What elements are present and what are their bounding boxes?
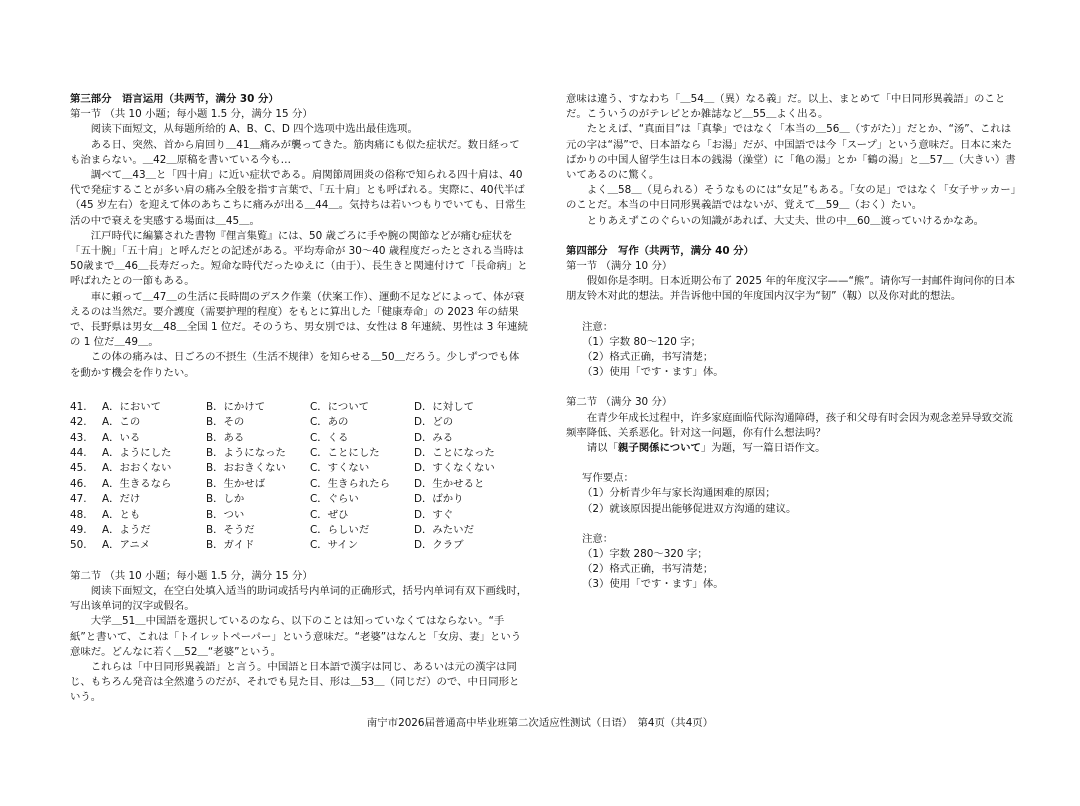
writing1-title: 第一节 （满分 10 分）	[566, 260, 673, 273]
section1-title: 第一节 （共 10 小题；每小题 1.5 分，满分 15 分）	[70, 108, 313, 121]
writing2-body: 在青少年成长过程中，许多家庭面临代际沟通障碍，孩子和父母有时会因为观念差异导致交流频率降低、关系恶化。针对这一问题，你有什么想法吗？	[566, 411, 1013, 439]
option-choice: D．すくなくない	[414, 462, 495, 475]
option-row	[70, 523, 528, 538]
writing1-body: 假如你是李明。日本近期公布了 2025 年的年度汉字——“熊”。请你写一封邮件询问你的日本朋友铃木对此的想法。并告诉他中国的年度国内汉字为“韧”（靱）以及你对此的想法。	[566, 275, 1016, 303]
option-choice: C．ことにした	[310, 447, 380, 460]
option-choice: D．すぐ	[414, 508, 454, 521]
option-choice: C．ぐらい	[310, 493, 359, 506]
option-choice: C．サイン	[310, 539, 359, 552]
question-number: 47.	[70, 493, 87, 506]
option-choice: B．にかけて	[206, 400, 266, 413]
writing1-notes	[566, 320, 1018, 381]
left-column	[70, 92, 528, 706]
option-row	[70, 431, 528, 446]
part3-title: 第三部分 语言运用（共两节，满分 30 分）	[70, 93, 279, 105]
option-choice: A．ようにした	[102, 447, 172, 460]
notice-label: 注意：	[582, 320, 614, 333]
point-item: （1）分析青少年与家长沟通困难的原因；	[582, 487, 776, 500]
section2-instruction: 阅读下面短文，在空白处填入适当的助词或括号内单词的正确形式，括号内单词有双下画线时，写出该单词的汉字或假名。	[70, 584, 528, 613]
option-choice: B．ある	[206, 431, 245, 444]
option-choice: C．について	[310, 400, 369, 413]
point-item: （2）就该原因提出能够促进双方沟通的建议。	[582, 502, 797, 515]
option-row	[70, 461, 528, 476]
option-choice: A．だけ	[102, 493, 141, 506]
option-choice: C．くる	[310, 431, 349, 444]
note-item: （1）字数 80～120 字；	[582, 335, 702, 348]
option-row	[70, 415, 528, 430]
question-number: 48.	[70, 508, 87, 521]
option-choice: A．において	[102, 400, 162, 413]
option-row	[70, 538, 528, 553]
right-column	[566, 92, 1018, 593]
note-item: （3）使用「です・ます」体。	[582, 366, 724, 379]
option-choice: D．ことになった	[414, 447, 495, 460]
question-number: 42.	[70, 416, 87, 429]
note-item: （2）格式正确，书写清楚；	[582, 351, 714, 364]
option-choice: B．おおきくない	[206, 462, 286, 475]
question-number: 41.	[70, 400, 87, 413]
option-row	[70, 400, 528, 415]
passage-paragraph: この体の痛みは、日ごろの不摂生（生活不规律）を知らせる＿50＿だろう。少しずつでも体を動かす機会を作りたい。	[70, 351, 520, 379]
option-choice: B．しか	[206, 493, 245, 506]
points-label: 写作要点：	[582, 472, 634, 485]
option-choice: A．生きるなら	[102, 477, 172, 490]
option-choice: B．そうだ	[206, 523, 255, 536]
option-choice: D．どの	[414, 416, 454, 429]
passage-paragraph: ある日、突然、首から肩回り＿41＿痛みが襲ってきた。筋肉痛にも似た症状だ。数日経っても治まらない。＿42＿原稿を書いている今も…	[70, 138, 520, 166]
option-choice: D．クラブ	[414, 539, 464, 552]
passage-paragraph: 調べて＿43＿と「四十肩」に近い症状である。肩関節周囲炎の俗称で知られる四十肩は、40代で発症することが多い肩の痛み全般を指す言葉で、「五十肩」とも呼ばれる。実際に、40代半ば（45 岁左右）を迎えて体のあちこちに痛みが出る＿44＿。気持ちは若いつもりでいても、日常生活の中で衰えを実感する場面は＿45＿。	[70, 169, 526, 227]
option-choice: B．その	[206, 416, 245, 429]
writing2-prompt: 请以「親子関係について」为题，写一篇日语作文。	[586, 442, 826, 455]
notice-label: 注意：	[582, 532, 614, 545]
note-item: （1）字数 280～320 字；	[582, 548, 708, 561]
passage-paragraph: 車に頼って＿47＿の生活に長時間のデスク作業（伏案工作）、運動不足などによって、体が衰えるのは当然だ。要介護度（需要护理的程度）をもとに算出した「健康寿命」の 2023 年の結果で、長野県は男女＿48＿全国 1 位だ。そのうち、男女別では、女性は 8 年連続、男性は 3 年連続の 1 位だ＿49＿。	[70, 290, 528, 349]
option-choice: C．ぜひ	[310, 508, 349, 521]
option-row	[70, 492, 528, 507]
writing2-notes	[566, 532, 1018, 593]
option-row	[70, 477, 528, 492]
essay-title: 親子関係について	[617, 442, 701, 455]
option-choice: C．あの	[310, 416, 349, 429]
option-choice: D．みたいだ	[414, 523, 474, 536]
option-choice: C．らしいだ	[310, 523, 370, 536]
note-item: （2）格式正确，书写清楚；	[582, 563, 714, 576]
option-row	[70, 508, 528, 523]
passage-paragraph: よく＿58＿（見られる）そうなものには“女足”もある。「女の足」ではなく「女子サッカー」のことだ。本当の中日同形異義語ではないが、覚えて＿59＿（おく）たい。	[566, 184, 1016, 212]
section1-instruction: 阅读下面短文，从每题所给的 A、B、C、D 四个选项中选出最佳选项。	[90, 123, 418, 136]
option-choice: C．生きられたら	[310, 477, 390, 490]
passage-paragraph: とりあえずこのぐらいの知識があれば、大丈夫、世の中＿60＿渡っていけるかなあ。	[586, 214, 985, 227]
part4-title: 第四部分 写作（共两节，满分 40 分）	[566, 244, 754, 257]
passage-paragraph: 意味は違う、すなわち「＿54＿（異）なる義」だ。以上、まとめて「中日同形異義語」のことだ。こういうのがテレビとか雑誌など＿55＿よく出る。	[566, 93, 1006, 121]
question-number: 50.	[70, 539, 87, 552]
option-choice: A．アニメ	[102, 539, 151, 552]
option-choice: A．とも	[102, 508, 141, 521]
option-choice: A．この	[102, 416, 141, 429]
option-choice: D．生かせると	[414, 477, 485, 490]
options-list	[70, 400, 528, 554]
passage-paragraph: 大学＿51＿中国語を選択しているのなら、以下のことは知っていなくてはならない。“手紙”と書いて、これは「トイレットペーパー」という意味だ。“老婆”はなんと「女房、妻」という意味だ。どんなに若く＿52＿“老婆”という。	[70, 615, 522, 658]
option-choice: B．生かせば	[206, 477, 266, 490]
option-choice: D．ばかり	[414, 493, 464, 506]
option-choice: D．みる	[414, 431, 454, 444]
option-choice: A．いる	[102, 431, 141, 444]
writing2-points	[566, 471, 1018, 517]
question-number: 44.	[70, 447, 87, 460]
passage-paragraph: 江戸時代に編纂された書物『俚言集覧』には、50 歳ごろに手や腕の関節などが痛む症状を「五十腕」「五十肩」と呼んだとの記述がある。平均寿命が 30～40 歳程度だったとされる当時は 50歳まで＿46＿長寿だった。短命な時代だったゆえに（由于）、長生きと関連付けて「長命病」と呼ばれたとの一節もある。	[70, 229, 528, 288]
question-number: 43.	[70, 431, 87, 444]
option-choice: B．つい	[206, 508, 245, 521]
option-choice: A．おおくない	[102, 462, 172, 475]
question-number: 49.	[70, 523, 87, 536]
question-number: 46.	[70, 477, 87, 490]
option-choice: B．ガイド	[206, 539, 255, 552]
option-choice: A．ようだ	[102, 523, 151, 536]
section2-title: 第二节 （共 10 小题；每小题 1.5 分，满分 15 分）	[70, 569, 313, 582]
option-row	[70, 446, 528, 461]
question-number: 45.	[70, 462, 87, 475]
page-footer: 南宁市2026届普通高中毕业班第二次适应性测试（日语） 第4页（共4页）	[366, 717, 714, 729]
option-choice: D．に対して	[414, 400, 474, 413]
note-item: （3）使用「です・ます」体。	[582, 578, 724, 591]
option-choice: B．ようになった	[206, 447, 286, 460]
option-choice: C．すくない	[310, 462, 370, 475]
writing2-title: 第二节 （满分 30 分）	[566, 396, 673, 409]
passage-paragraph: これらは「中日同形異義語」と言う。中国語と日本語で漢字は同じ、あるいは元の漢字は同じ、もちろん発音は全然違うのだが、それでも見た目、形は＿53＿（同じだ）ので、中日同形という。	[70, 660, 520, 704]
passage-paragraph: たとえば、“真面目”は「真挚」ではなく「本当の＿56＿（すがた）」だとか、“汤”、これは元の字は“湯”で、日本語なら「お湯」だが、中国語では今「スープ」という意味だ。日本に来たばかりの中国人留学生は日本の銭湯（澡堂）に「亀の湯」とか「鶴の湯」と＿57＿（大きい）書いてあるのに驚く。	[566, 123, 1016, 182]
